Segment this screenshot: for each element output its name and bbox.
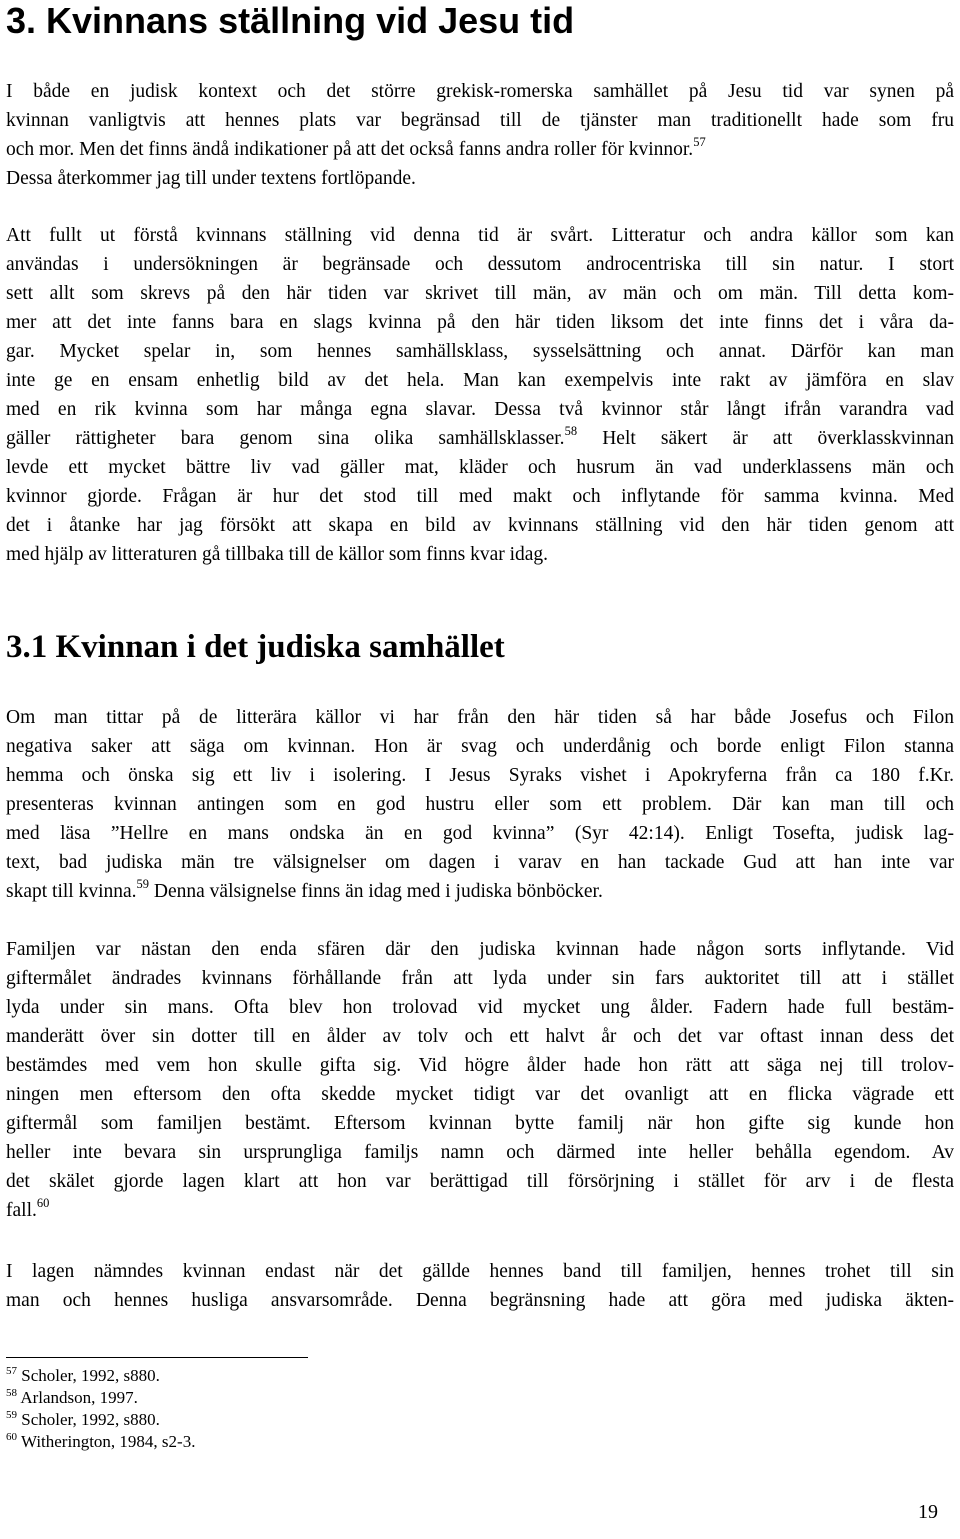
footnote-separator	[6, 1357, 308, 1358]
text-line: med en rik kvinna som har många egna slavar. Dessa två kvinnor står långt ifrån varandra vad	[6, 399, 954, 420]
text-line	[6, 135, 954, 164]
text-line: sett allt som skrevs på den här tiden var skrivet till män, av män och om män. Till detta kom-	[6, 283, 954, 304]
text-line: manderätt över sin dotter till en ålder av tolv och ett halvt år och det var oftast innan dess det	[6, 1026, 954, 1047]
footnote-number: 60	[6, 1431, 17, 1443]
footnote-ref: 58	[564, 424, 578, 438]
text-line: I både en judisk kontext och det större grekisk-romerska samhället på Jesu tid var synen på	[6, 81, 954, 102]
text-line: Om man tittar på de litterära källor vi har från den här tiden så har både Josefus och Filon	[6, 707, 954, 728]
footnote	[6, 1431, 195, 1453]
text-line: kvinnan vanligtvis att hennes plats var begränsad till de tjänster man traditionellt hade som fru	[6, 110, 954, 131]
text-line: man och hennes husliga ansvarsområde. Denna begränsning hade att göra med judiska äkten-	[6, 1290, 954, 1311]
text-line: ningen men eftersom den ofta skedde mycket tidigt var det ovanligt att en flicka vägrade ett	[6, 1084, 954, 1105]
footnote-text: Arlandson, 1997.	[20, 1388, 138, 1407]
footnote	[6, 1365, 195, 1387]
text-line	[6, 877, 954, 906]
paragraph-difficulty	[6, 221, 954, 569]
section-heading: 3.1 Kvinnan i det judiska samhället	[6, 629, 505, 665]
text-line: Familjen var nästan den enda sfären där den judiska kvinnan hade någon sorts inflytande. Vid	[6, 939, 954, 960]
text-line	[6, 424, 954, 453]
text-segment: Helt säkert är att överklasskvinnan	[577, 428, 954, 449]
text-line: gar. Mycket spelar in, som hennes samhällsklass, sysselsättning och annat. Därför kan man	[6, 341, 954, 362]
footnote-ref: 59	[136, 877, 150, 891]
text-segment: gäller rättigheter bara genom sina olika samhällsklasser.	[6, 428, 565, 449]
chapter-heading: 3. Kvinnans ställning vid Jesu tid	[6, 0, 575, 41]
footnotes	[6, 1365, 195, 1453]
text-line: det i åtanke har jag försökt att skapa en bild av kvinnans ställning vid den här tiden genom att	[6, 515, 954, 536]
footnote-number: 59	[6, 1409, 17, 1421]
text-line: det skälet gjorde lagen klart att hon var berättigad till försörjning i stället för arv i de flesta	[6, 1171, 954, 1192]
text-line: giftermålet ändrades kvinnans förhållande från att lyda under sin fars auktoritet till att i stället	[6, 968, 954, 989]
text-line: med hjälp av litteraturen gå tillbaka till de källor som finns kvar idag.	[6, 544, 549, 565]
paragraph-law	[6, 1257, 954, 1315]
footnote-ref: 57	[693, 135, 706, 149]
text-line: levde ett mycket bättre liv vad gäller mat, kläder och husrum än vad underklassens män och	[6, 457, 954, 478]
text-line: med läsa ”Hellre en mans ondska än en god kvinna” (Syr 42:14). Enligt Tosefta, judisk lag-	[6, 823, 954, 844]
text-line: presenteras kvinnan antingen som en god hustru eller som ett problem. Där kan man till och	[6, 794, 954, 815]
text-line: inte ge en ensam enhetlig bild av det hela. Man kan exempelvis inte rakt av jämföra en slav	[6, 370, 954, 391]
text-line: giftermål som familjen bestämt. Eftersom kvinnan bytte familj när hon gifte sig kunde hon	[6, 1113, 954, 1134]
text-segment	[6, 424, 954, 449]
paragraph-intro	[6, 77, 954, 193]
text-line: mer att det inte fanns bara en slags kvinna på den här tiden liksom det inte finns det i våra da-	[6, 312, 954, 333]
text-line: bestämdes med vem hon skulle gifta sig. Vid högre ålder hade hon rätt att säga nej till trolov-	[6, 1055, 954, 1076]
text-line: hemma och önska sig ett liv i isolering. I Jesus Syraks vishet i Apokryferna från ca 180 f.Kr.	[6, 765, 954, 786]
text-line: lyda under sin mans. Ofta blev hon trolovad vid mycket ung ålder. Fadern hade full bestäm-	[6, 997, 954, 1018]
text-segment: fall.	[6, 1200, 37, 1221]
text-line: Att fullt ut förstå kvinnans ställning vid denna tid är svårt. Litteratur och andra källor som kan	[6, 225, 954, 246]
footnote-text: Scholer, 1992, s880.	[21, 1366, 160, 1385]
paragraph-family	[6, 935, 954, 1225]
text-line: I lagen nämndes kvinnan endast när det gällde hennes band till familjen, hennes trohet till sin	[6, 1261, 954, 1282]
footnote-number: 57	[6, 1365, 17, 1377]
text-line: Dessa återkommer jag till under textens fortlöpande.	[6, 168, 416, 189]
footnote	[6, 1387, 195, 1409]
page-number: 19	[918, 1501, 938, 1523]
text-line: kvinnor gjorde. Frågan är hur det stod till med makt och inflytande för samma kvinna. Med	[6, 486, 954, 507]
text-segment: skapt till kvinna.	[6, 881, 137, 902]
text-line: negativa saker att säga om kvinnan. Hon är svag och underdånig och borde enligt Filon stanna	[6, 736, 954, 757]
text-segment: och mor. Men det finns ändå indikationer på att det också fanns andra roller för kvinnor.	[6, 139, 694, 160]
text-segment: Denna välsignelse finns än idag med i judiska bönböcker.	[149, 881, 603, 902]
text-line: text, bad judiska män tre välsignelser om dagen i varav en han tackade Gud att han inte var	[6, 852, 954, 873]
footnote-text: Witherington, 1984, s2-3.	[20, 1432, 196, 1451]
text-line: användas i undersökningen är begränsade och dessutom androcentriska till sin natur. I stort	[6, 254, 954, 275]
text-line: heller inte bevara sin ursprungliga familjs namn och därmed inte heller behålla egendom. Av	[6, 1142, 954, 1163]
paragraph-literary-sources	[6, 703, 954, 906]
footnote-ref: 60	[36, 1196, 50, 1210]
footnote	[6, 1409, 195, 1431]
text-line	[6, 1196, 954, 1225]
footnote-text: Scholer, 1992, s880.	[21, 1410, 160, 1429]
footnote-number: 58	[6, 1387, 17, 1399]
